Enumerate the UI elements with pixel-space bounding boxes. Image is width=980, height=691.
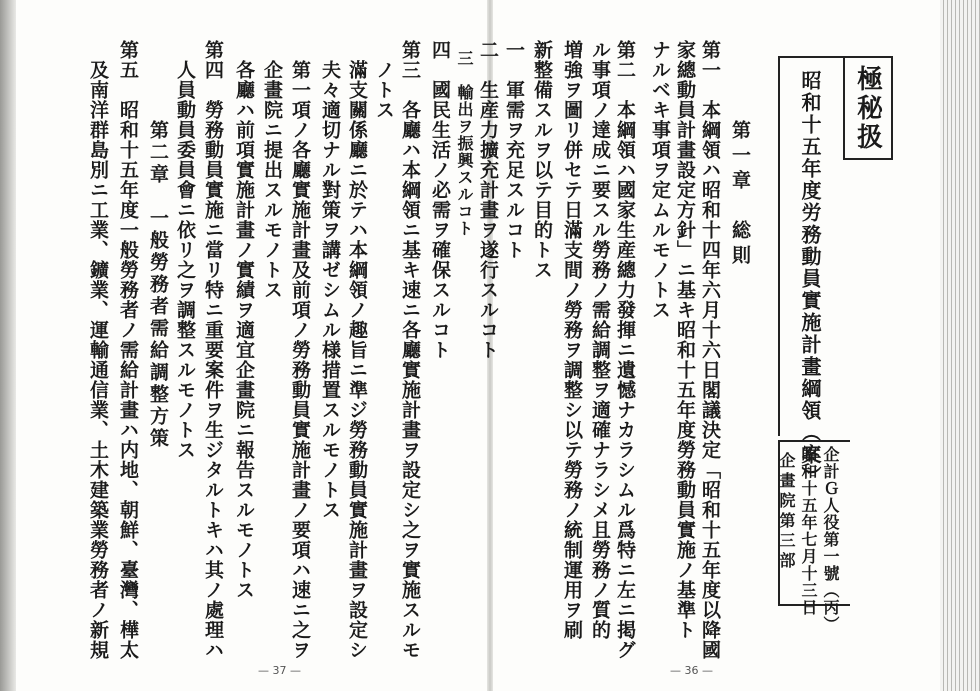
text-column: 増強ヲ圖リ併セテ日滿支間ノ勞務ヲ調整シ以テ勞務ノ統制運用ヲ刷 xyxy=(561,40,583,640)
text-column: 企畫院ニ提出スルモノトス xyxy=(261,60,283,300)
chapter-1-heading: 第一章 総則 xyxy=(729,120,751,270)
text-column: 一 軍需ヲ充足スルコト xyxy=(503,40,525,260)
header-rule xyxy=(778,56,848,58)
text-column: 家總動員計畫設定方針」ニ基キ昭和十五年度勞務動員實施ノ基準ト xyxy=(674,40,696,640)
text-column: ノトス xyxy=(373,60,395,120)
text-column: 三 輸出ヲ振興スルコト xyxy=(455,50,474,237)
page-number-right: — 36 — xyxy=(670,664,713,677)
text-column: 第二 本綱領ハ國家生産總力發揮ニ遺憾ナカラシムル爲特ニ左ニ掲グ xyxy=(614,40,636,660)
text-column: 新整備スルヲ以テ目的トス xyxy=(531,40,553,280)
text-column: 四 國民生活ノ必需ヲ確保スルコト xyxy=(429,40,451,360)
header-rule-vertical xyxy=(778,56,780,436)
text-column: ル事項ノ達成ニ要スル勞務ノ需給調整ヲ適確ナラシメ且勞務ノ質的 xyxy=(589,40,611,640)
reference-issuer: 企畫院第三部 xyxy=(777,452,796,572)
text-column: ナルベキ事項ヲ定ムルモノトス xyxy=(649,40,671,320)
text-column: 及南洋群島別ニ工業、鑛業、運輸通信業、土木建築業勞務者ノ新規 xyxy=(87,60,109,660)
confidential-stamp: 極秘扱 xyxy=(843,56,893,160)
text-column: 第一項ノ各廳實施計畫及前項ノ勞務動員實施計畫ノ要項ハ速ニ之ヲ xyxy=(289,60,311,660)
text-column: 第五 昭和十五年度一般勞務者ノ需給計畫ハ内地、朝鮮、臺灣、樺太 xyxy=(117,40,139,660)
chapter-2-heading: 第二章 一般勞務者需給調整方策 xyxy=(147,120,169,450)
text-column: 第四 勞務動員實施ニ當リ特ニ重要案件ヲ生ジタルトキハ其ノ處理ハ xyxy=(202,40,224,660)
document-title: 昭和十五年度労務動員實施計畫綱領（案） xyxy=(798,70,822,488)
text-column: 第一 本綱領ハ昭和十四年六月十六日閣議決定「昭和十五年度以降國 xyxy=(699,40,721,660)
text-column: 各廳ハ前項實施計畫ノ實績ヲ適宜企畫院ニ報告スルモノトス xyxy=(233,60,255,600)
text-column: 人員動員委員會ニ依リ之ヲ調整スルモノトス xyxy=(174,60,196,460)
text-column: 滿支關係廳ニ於テハ本綱領ノ趣旨ニ準ジ勞務動員實施計畫ヲ設定シ xyxy=(346,60,368,660)
reference-number: 企計Ｇ人役第一號（丙） xyxy=(821,446,840,633)
reference-date: 昭和十五年七月十三日 xyxy=(799,446,818,616)
page-number-left: — 37 — xyxy=(258,664,301,677)
text-column: 夫々適切ナル對策ヲ講ゼシムル様措置スルモノトス xyxy=(319,60,341,520)
text-column: 第三 各廳ハ本綱領ニ基キ速ニ各廳實施計畫ヲ設定シ之ヲ實施スルモ xyxy=(399,40,421,660)
text-column: 二 生産力擴充計畫ヲ遂行スルコト xyxy=(477,40,499,360)
